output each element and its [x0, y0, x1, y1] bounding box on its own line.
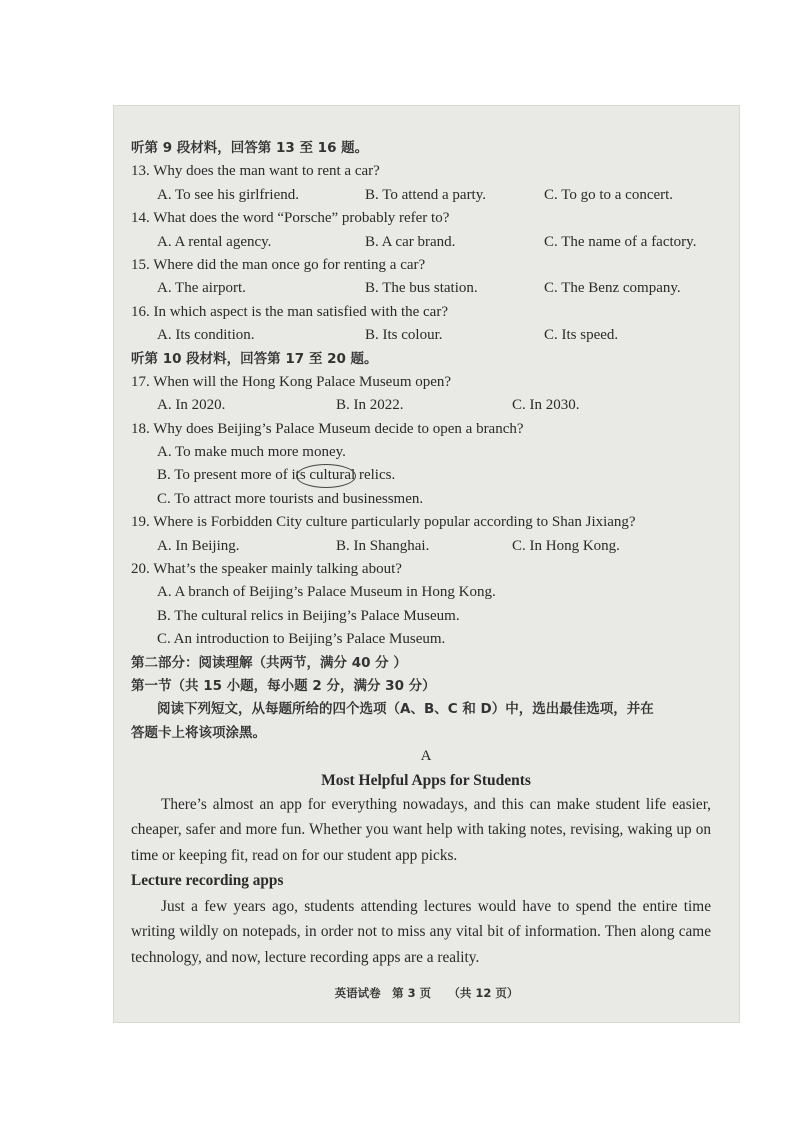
page-footer: 英语试卷 第 3 页 （共 12 页） — [334, 986, 519, 1000]
instruction-line: 答题卡上将该项涂黑。 — [131, 724, 266, 741]
exam-page — [113, 105, 740, 1023]
instruction-line: 阅读下列短文，从每题所给的四个选项（A、B、C 和 D）中，选出最佳选项，并在 — [157, 701, 654, 718]
answer-option-b: B. In Shanghai. — [336, 537, 430, 554]
answer-option-a: A. A rental agency. — [157, 233, 272, 250]
answer-option-a: A. The airport. — [157, 280, 246, 297]
answer-option — [131, 488, 721, 511]
answer-option-text: A. A branch of Beijing’s Palace Museum in Hong Kong. — [157, 584, 496, 601]
answer-options-row — [131, 184, 721, 207]
instruction-line: 第二部分：阅读理解（共两节，满分 40 分 ） — [131, 654, 407, 671]
answer-option-c: C. Its speed. — [544, 327, 619, 344]
answer-option-b: B. To attend a party. — [365, 186, 487, 203]
section-heading: Lecture recording apps — [131, 872, 284, 890]
question-text: 19. Where is Forbidden City culture particularly popular according to Shan Jixiang? — [131, 514, 636, 531]
question-text: 17. When will the Hong Kong Palace Museum open? — [131, 373, 452, 390]
instruction-line: 第一节（共 15 小题，每小题 2 分，满分 30 分） — [131, 677, 436, 694]
answer-option-c: C. To go to a concert. — [544, 186, 674, 203]
body-paragraph — [131, 894, 711, 971]
answer-option-a: A. Its condition. — [157, 327, 255, 344]
answer-options-row — [131, 394, 721, 417]
answer-option-text: C. An introduction to Beijing’s Palace Museum. — [157, 631, 446, 648]
answer-option-c: C. In 2030. — [512, 397, 580, 414]
answer-option-text: B. To present more of its cultural relics. — [157, 467, 396, 484]
passage-title: Most Helpful Apps for Students — [321, 771, 531, 789]
answer-options-row — [131, 231, 721, 254]
answer-option-c: C. The name of a factory. — [544, 233, 697, 250]
question-text: 18. Why does Beijing’s Palace Museum decide to open a branch? — [131, 420, 524, 437]
answer-options-row — [131, 324, 721, 347]
instruction-line: 听第 9 段材料，回答第 13 至 16 题。 — [131, 140, 369, 156]
answer-option-c: C. In Hong Kong. — [512, 537, 620, 554]
answer-option — [131, 464, 721, 487]
answer-options-row — [131, 535, 721, 558]
instruction-line: 听第 10 段材料，回答第 17 至 20 题。 — [131, 350, 378, 367]
answer-option-b: B. The bus station. — [365, 280, 478, 297]
answer-option-b: B. A car brand. — [365, 233, 456, 250]
body-paragraph — [131, 792, 711, 869]
paragraph-text: Just a few years ago, students attending lectures would have to spend the entire time writing wildly on notepads, in order not to miss any vital bit of information. Then along came technology, and now, lecture recording apps are a reality. — [131, 897, 711, 966]
answer-options-row — [131, 277, 721, 300]
answer-option-text: C. To attract more tourists and businessmen. — [157, 490, 424, 507]
answer-option-b: B. Its colour. — [365, 327, 443, 344]
answer-option — [131, 605, 721, 628]
question-text: 15. Where did the man once go for renting a car? — [131, 256, 426, 273]
page-content — [131, 137, 721, 970]
answer-option — [131, 441, 721, 464]
answer-option-a: A. In 2020. — [157, 397, 226, 414]
answer-option — [131, 581, 721, 604]
answer-option-c: C. The Benz company. — [544, 280, 681, 297]
answer-option-a: A. In Beijing. — [157, 537, 240, 554]
paragraph-text: There’s almost an app for everything nowadays, and this can make student life easier, cheaper, safer and more fun. Whether you want help with taking notes, revising, waking up on time or keeping fit, read on for our student app picks. — [131, 795, 711, 864]
answer-option-text: B. The cultural relics in Beijing’s Palace Museum. — [157, 607, 460, 624]
answer-option-b: B. In 2022. — [336, 397, 404, 414]
question-text: 16. In which aspect is the man satisfied with the car? — [131, 303, 448, 320]
question-text: 13. Why does the man want to rent a car? — [131, 163, 380, 180]
question-text: 14. What does the word “Porsche” probably refer to? — [131, 210, 450, 227]
passage-letter: A — [420, 748, 432, 765]
answer-option-text: A. To make much more money. — [157, 444, 346, 461]
answer-option-a: A. To see his girlfriend. — [157, 186, 299, 203]
answer-option — [131, 628, 721, 651]
question-text: 20. What’s the speaker mainly talking about? — [131, 561, 402, 578]
pen-circle-mark — [296, 464, 356, 488]
